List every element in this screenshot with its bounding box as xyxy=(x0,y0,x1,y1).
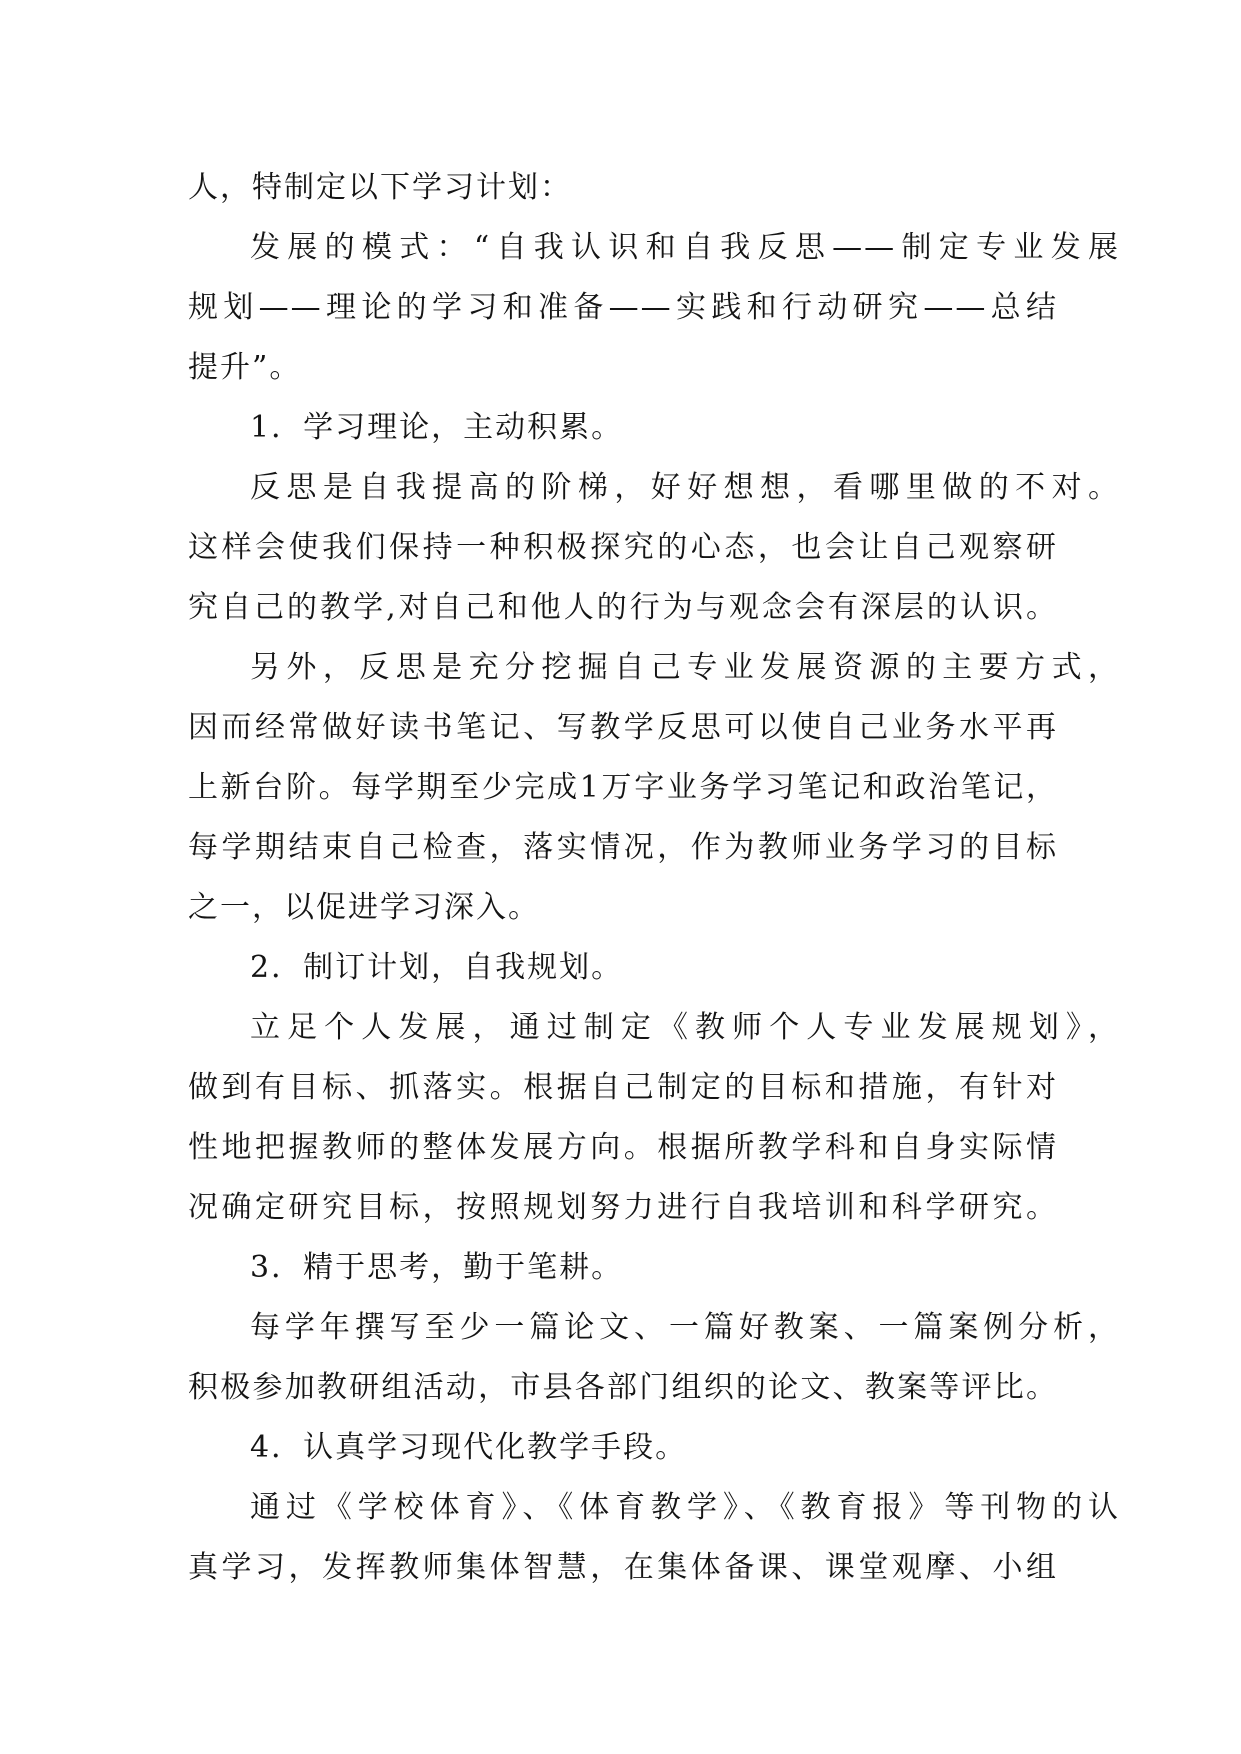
text-line xyxy=(188,278,1058,338)
text-line-content: 因而经常做好读书笔记、写教学反思可以使自己业务水平再 xyxy=(188,710,1058,745)
text-line xyxy=(188,218,1120,278)
text-line xyxy=(188,1118,1058,1178)
text-line-content: 3．精于思考，勤于笔耕。 xyxy=(250,1250,624,1285)
text-line-content: 提升”。 xyxy=(188,350,302,385)
text-line-content: 人，特制定以下学习计划： xyxy=(188,170,572,205)
text-line-content: 4．认真学习现代化教学手段。 xyxy=(250,1430,688,1465)
text-line-content: 每学期结束自己检查，落实情况，作为教师业务学习的目标 xyxy=(188,830,1058,865)
text-line-content: 之一，以促进学习深入。 xyxy=(188,890,540,925)
text-line xyxy=(188,338,1058,398)
text-line xyxy=(188,518,1058,578)
text-line-content: 性地把握教师的整体发展方向。根据所教学科和自身实际情 xyxy=(188,1130,1058,1165)
text-line xyxy=(188,1418,1058,1478)
text-line xyxy=(188,878,1058,938)
text-line-content: 做到有目标、抓落实。根据自己制定的目标和措施，有针对 xyxy=(188,1070,1058,1105)
text-line-content: 另外，反思是充分挖掘自己专业发展资源的主要方式， xyxy=(250,650,1120,685)
text-line-content: 立足个人发展，通过制定《教师个人专业发展规划》， xyxy=(250,1010,1120,1045)
text-line-content: 2．制订计划，自我规划。 xyxy=(250,950,624,985)
text-line xyxy=(188,1298,1120,1358)
text-line-content: 这样会使我们保持一种积极探究的心态，也会让自己观察研 xyxy=(188,530,1058,565)
text-line xyxy=(188,1478,1120,1538)
text-line-content: 发展的模式：“自我认识和自我反思——制定专业发展 xyxy=(250,230,1120,265)
text-line-content: 况确定研究目标，按照规划努力进行自我培训和科学研究。 xyxy=(188,1190,1058,1225)
text-line xyxy=(188,998,1120,1058)
text-line xyxy=(188,758,1058,818)
text-line xyxy=(188,578,1058,638)
text-line xyxy=(188,818,1058,878)
text-line xyxy=(188,158,1058,218)
document-body xyxy=(188,158,1120,1598)
text-line-content: 上新台阶。每学期至少完成1万字业务学习笔记和政治笔记， xyxy=(188,770,1058,805)
text-line xyxy=(188,1178,1058,1238)
text-line-content: 究自己的教学,对自己和他人的行为与观念会有深层的认识。 xyxy=(188,590,1058,625)
text-line xyxy=(188,638,1120,698)
text-line-content: 反思是自我提高的阶梯，好好想想，看哪里做的不对。 xyxy=(250,470,1120,505)
text-line xyxy=(188,698,1058,758)
text-line-content: 通过《学校体育》、《体育教学》、《教育报》等刊物的认 xyxy=(250,1490,1120,1525)
text-line-content: 每学年撰写至少一篇论文、一篇好教案、一篇案例分析， xyxy=(250,1310,1120,1345)
text-line-content: 规划——理论的学习和准备——实践和行动研究——总结 xyxy=(188,290,1058,325)
text-line-content: 1．学习理论，主动积累。 xyxy=(250,410,624,445)
text-line xyxy=(188,398,1058,458)
text-line xyxy=(188,1058,1058,1118)
text-line xyxy=(188,1358,1058,1418)
text-line xyxy=(188,1538,1058,1598)
text-line xyxy=(188,458,1120,518)
text-line-content: 积极参加教研组活动，市县各部门组织的论文、教案等评比。 xyxy=(188,1370,1058,1405)
text-line xyxy=(188,938,1058,998)
text-line xyxy=(188,1238,1058,1298)
text-line-content: 真学习，发挥教师集体智慧，在集体备课、课堂观摩、小组 xyxy=(188,1550,1058,1585)
